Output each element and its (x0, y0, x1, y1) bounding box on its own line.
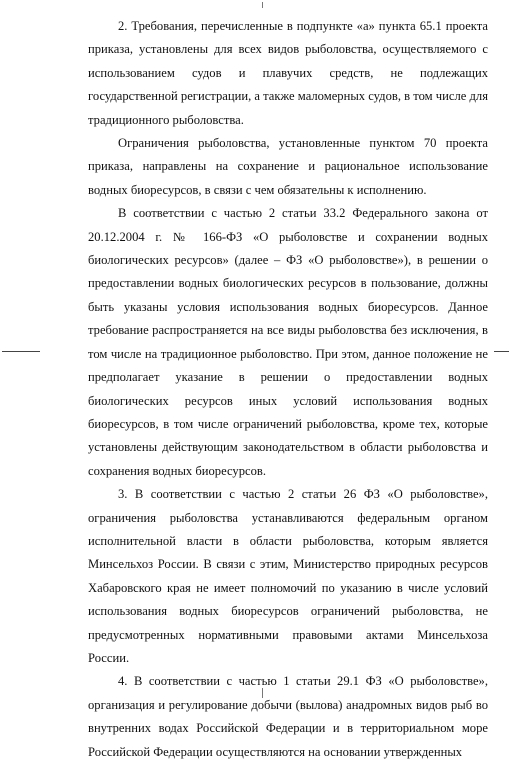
scan-mark-top (262, 2, 263, 8)
scan-mark-right (494, 351, 509, 352)
paragraph-article-29-1: 4. В соответствии с частью 1 статьи 29.1 ФЗ «О рыболовстве», организация и регулирование добычи (вылова) анадромных видов рыб во внутренних водах Российской Федерации и в территориальном море Российской Федерации осуществляются на основании утвержденных (88, 674, 488, 759)
document-body (88, 15, 488, 764)
paragraph-article-26: 3. В соответствии с частью 2 статьи 26 ФЗ «О рыболовстве», ограничения рыболовства устанавливаются федеральным органом исполнительной власти в области рыболовства, которым является Минсельхоз России. В связи с этим, Министерство природных ресурсов Хабаровского края не имеет полномочий по указанию в числе условий использования водных биоресурсов ограничений рыболовства, не предусмотренных нормативными правовыми актами Минсельхоза России. (88, 487, 488, 665)
paragraph-article-33-2: В соответствии с частью 2 статьи 33.2 Федерального закона от 20.12.2004 г. № 166-ФЗ «О рыболовстве и сохранении водных биологических ресурсов» (далее – ФЗ «О рыболовстве»), в решении о предоставлении водных биологических ресурсов в пользование, должны быть указаны условия использования водных биоресурсов. Данное требование распространяется на все виды рыболовства без исключения, в том числе на традиционное рыболовство. При этом, данное положение не предполагает указание в решении о предоставлении водных биологических ресурсов иных условий использования водных биоресурсов, в том числе ограничений рыболовства, кроме тех, которые установлены действующим законодательством в области рыболовства и сохранения водных биоресурсов. (88, 206, 488, 478)
paragraph-restrictions-point-70: Ограничения рыболовства, установленные пунктом 70 проекта приказа, направлены на сохранение и рациональное использование водных биоресурсов, в связи с чем обязательны к исполнению. (88, 136, 488, 197)
scan-mark-left (2, 351, 40, 352)
paragraph-requirements: 2. Требования, перечисленные в подпункте «а» пункта 65.1 проекта приказа, установлены для всех видов рыболовства, осуществляемого с использованием судов и плавучих средств, не подлежащих государственной регистрации, а также маломерных судов, в том числе для традиционного рыболовства. (88, 19, 488, 127)
